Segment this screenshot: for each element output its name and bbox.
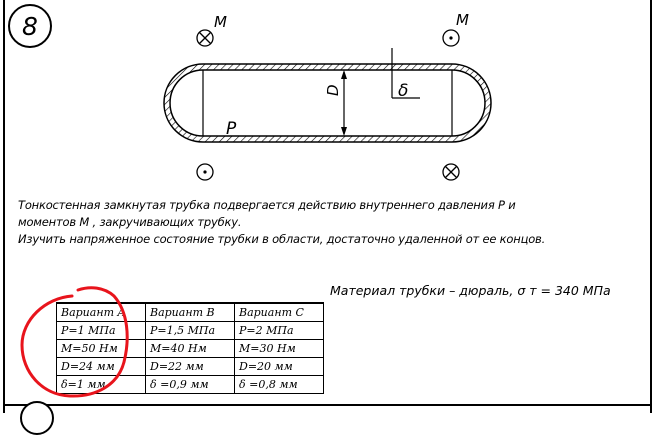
cell-thickness-b: δ =0,9 мм	[146, 376, 235, 394]
cell-moment-c: M=30 Нм	[235, 340, 324, 358]
cell-moment-b: M=40 Нм	[146, 340, 235, 358]
pressure-label: P	[226, 119, 237, 139]
moment-out-of-page-left-icon	[197, 164, 213, 180]
cell-diameter-c: D=20 мм	[235, 358, 324, 376]
variants-table	[56, 302, 324, 394]
thickness-label: δ	[398, 81, 409, 101]
cell-thickness-a: δ=1 мм	[57, 376, 146, 394]
table-header-row	[57, 303, 324, 322]
moment-into-page-left-icon	[197, 30, 213, 46]
moment-label-left: M	[214, 13, 227, 31]
table-row	[57, 358, 324, 376]
problem-text-line-2: моментов M , закручивающих трубку.	[18, 215, 242, 229]
cell-moment-a: M=50 Нм	[57, 340, 146, 358]
problem-number: 8	[8, 4, 52, 48]
diameter-arrow-top	[341, 70, 347, 79]
cell-pressure-c: P=2 МПа	[235, 322, 324, 340]
cell-thickness-c: δ =0,8 мм	[235, 376, 324, 394]
material-properties: Материал трубки – дюраль, σ т = 340 МПа	[330, 283, 611, 298]
cell-pressure-b: P=1,5 МПа	[146, 322, 235, 340]
moment-into-page-right-icon	[443, 164, 459, 180]
header-variant-a: Вариант A	[57, 303, 146, 322]
tube-wall	[164, 64, 491, 142]
problem-statement	[18, 197, 648, 248]
header-variant-b: Вариант B	[146, 303, 235, 322]
header-variant-c: Вариант C	[235, 303, 324, 322]
diameter-arrow-bottom	[341, 127, 347, 136]
diameter-label: D	[324, 84, 342, 96]
frame-bottom-border	[3, 404, 652, 406]
moment-out-of-page-right-icon	[443, 30, 459, 46]
table-row	[57, 322, 324, 340]
cell-pressure-a: P=1 МПа	[57, 322, 146, 340]
problem-text-line-1: Тонкостенная замкнутая трубка подвергается действию внутреннего давления P и	[18, 198, 516, 212]
problem-text-line-3: Изучить напряженное состояние трубки в области, достаточно удаленной от ее концов.	[18, 232, 546, 246]
next-problem-circle	[20, 401, 54, 435]
table-row	[57, 340, 324, 358]
table-row	[57, 376, 324, 394]
cell-diameter-a: D=24 мм	[57, 358, 146, 376]
cell-diameter-b: D=22 мм	[146, 358, 235, 376]
tube-drawing	[0, 0, 666, 200]
moment-label-right: M	[456, 11, 469, 29]
